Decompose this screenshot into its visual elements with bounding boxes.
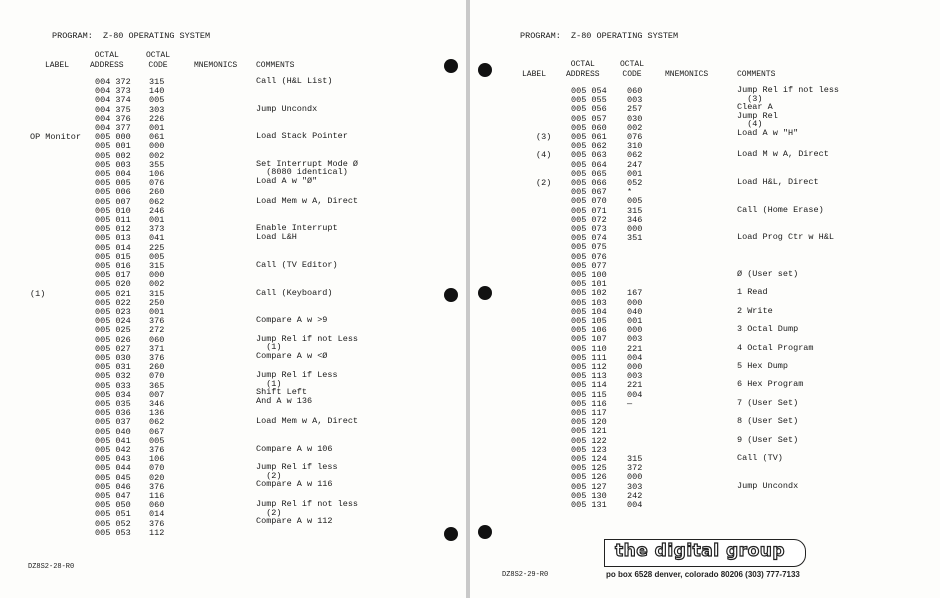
comment: 5 Hex Dump [737, 361, 789, 371]
row-octal-code: 000 [627, 472, 643, 483]
row-octal-code: 315 [627, 205, 643, 216]
row-octal-address: 005 103 [571, 297, 607, 308]
row-octal-address: 005 116 [571, 398, 607, 409]
row-octal-address: 005 076 [571, 251, 607, 262]
row-octal-code: 221 [627, 380, 643, 391]
row-octal-address: 005 031 [95, 362, 131, 373]
row-octal-code: 376 [149, 316, 165, 327]
comment: Call (Keyboard) [256, 287, 333, 298]
row-octal-address: 005 016 [95, 261, 131, 271]
row-octal-code: 062 [627, 150, 643, 161]
row-octal-address: 005 114 [571, 380, 607, 391]
row-octal-code: 242 [627, 490, 643, 501]
row-octal-code: 225 [149, 242, 165, 253]
row-octal-address: 005 025 [95, 325, 131, 336]
row-octal-address: 005 027 [95, 343, 131, 354]
row-octal-address: 005 121 [571, 426, 607, 437]
row-octal-address: 005 004 [95, 169, 131, 179]
comment: 6 Hex Program [737, 379, 804, 390]
row-octal-code: 303 [149, 104, 165, 115]
row-octal-code: * [627, 187, 633, 198]
row-octal-address: 005 015 [95, 251, 131, 262]
row-octal-code: 062 [149, 417, 165, 428]
comment: Jump Rel if not Less (1) Compare A w <Ø [256, 333, 359, 361]
row-octal-address: 005 055 [571, 95, 607, 106]
row-octal-code: 005 [149, 95, 165, 106]
row-octal-address: 005 127 [571, 481, 607, 492]
row-octal-code: — [627, 398, 633, 409]
row-octal-address: 005 102 [571, 288, 607, 299]
row-octal-address: 004 372 [95, 77, 131, 87]
comment: Ø (User set) [737, 269, 799, 279]
row-octal-address: 005 051 [95, 509, 131, 520]
row-octal-address: 005 131 [571, 500, 607, 510]
row-octal-address: 005 023 [95, 307, 131, 317]
row-octal-code: 372 [627, 463, 643, 474]
row-octal-address: 005 014 [95, 242, 131, 253]
row-octal-code: 167 [627, 288, 643, 299]
row-octal-code: 001 [149, 215, 165, 225]
row-label: (1) [30, 288, 46, 299]
comments-header: COMMENTS [737, 70, 776, 79]
row-octal-address: 005 106 [571, 325, 607, 336]
row-octal-address: 005 072 [571, 214, 607, 225]
row-octal-code: 001 [149, 307, 165, 317]
row-octal-address: 004 376 [95, 113, 131, 124]
row-octal-code: 310 [627, 141, 643, 152]
row-octal-code: 000 [627, 325, 643, 336]
row-octal-address: 005 040 [95, 426, 131, 437]
comment: Jump Rel if Less (1) Shift Left And A w 136 [256, 370, 338, 406]
row-octal-address: 005 123 [571, 444, 607, 455]
row-octal-code: 000 [627, 362, 643, 372]
row-octal-address: 005 104 [571, 306, 607, 317]
row-octal-code: 000 [149, 270, 165, 281]
comments-header: COMMENTS [256, 61, 295, 70]
row-label: (4) [536, 150, 552, 161]
row-octal-address: 005 022 [95, 297, 131, 308]
row-octal-address: 005 062 [571, 141, 607, 152]
binder-hole [444, 527, 458, 541]
row-octal-address: 005 052 [95, 518, 131, 529]
logo-text: the digital group [615, 541, 786, 561]
row-octal-code: 376 [149, 445, 165, 455]
row-octal-address: 005 070 [571, 196, 607, 207]
row-octal-address: 005 060 [571, 122, 607, 133]
row-octal-address: 005 020 [95, 279, 131, 290]
row-octal-address: 004 373 [95, 86, 131, 97]
row-octal-address: 005 013 [95, 233, 131, 244]
comment: Compare A w >9 [256, 315, 328, 326]
octal-code-header: OCTAL CODE [620, 60, 645, 79]
row-label: OP Monitor [30, 132, 82, 143]
row-octal-code: 005 [149, 251, 165, 262]
row-octal-code: 020 [149, 472, 165, 483]
row-octal-address: 005 125 [571, 463, 607, 474]
row-octal-code: 365 [149, 380, 165, 391]
row-label: (3) [536, 132, 552, 142]
row-octal-address: 005 010 [95, 205, 131, 216]
page-code: DZ8S2-28-R0 [28, 563, 75, 571]
row-octal-code: 116 [149, 491, 165, 501]
binder-hole [478, 286, 492, 300]
row-octal-address: 005 057 [571, 113, 607, 124]
row-octal-address: 005 050 [95, 500, 131, 511]
row-octal-code: 052 [627, 178, 643, 188]
row-octal-address: 005 024 [95, 316, 131, 327]
row-octal-address: 005 073 [571, 224, 607, 234]
comment: 8 (User Set) [737, 416, 799, 427]
row-octal-code: 140 [149, 86, 165, 97]
comment: 1 Read [737, 287, 768, 298]
row-octal-code: 004 [627, 500, 643, 510]
comment: 2 Write [737, 305, 773, 316]
row-octal-code: 250 [149, 297, 165, 308]
comment: 9 (User Set) [737, 434, 799, 445]
row-octal-code: 303 [627, 481, 643, 492]
row-octal-code: 060 [627, 86, 643, 96]
row-octal-address: 004 377 [95, 123, 131, 133]
row-octal-code: 060 [149, 500, 165, 511]
row-octal-address: 004 375 [95, 104, 131, 115]
row-octal-code: 247 [627, 159, 643, 170]
row-octal-address: 005 111 [571, 352, 607, 363]
row-octal-address: 005 122 [571, 435, 607, 446]
row-octal-address: 005 124 [571, 454, 607, 464]
row-octal-code: 004 [627, 389, 643, 400]
row-octal-address: 005 113 [571, 371, 607, 382]
row-octal-code: 076 [627, 132, 643, 142]
row-octal-code: 376 [149, 518, 165, 529]
row-octal-address: 005 005 [95, 178, 131, 189]
program-title: PROGRAM: Z-80 OPERATING SYSTEM [52, 31, 211, 41]
row-octal-code: 002 [627, 122, 643, 133]
row-octal-code: 067 [149, 426, 165, 437]
row-octal-code: 001 [627, 168, 643, 179]
row-octal-address: 005 067 [571, 187, 607, 198]
row-octal-address: 005 032 [95, 371, 131, 382]
row-octal-code: 004 [627, 352, 643, 363]
binder-hole [444, 288, 458, 302]
row-octal-code: 070 [149, 371, 165, 382]
row-octal-code: 355 [149, 159, 165, 170]
row-octal-address: 005 046 [95, 481, 131, 492]
row-octal-address: 005 036 [95, 408, 131, 419]
row-octal-address: 005 105 [571, 316, 607, 326]
label-header: LABEL [522, 70, 547, 79]
row-octal-address: 005 037 [95, 417, 131, 428]
comment: Jump Rel if not less (2) Compare A w 112 [256, 499, 359, 527]
row-octal-address: 005 130 [571, 490, 607, 501]
row-octal-address: 005 043 [95, 454, 131, 465]
row-octal-code: 346 [149, 399, 165, 409]
row-octal-address: 005 011 [95, 215, 131, 225]
row-octal-code: 112 [149, 527, 165, 538]
program-title: PROGRAM: Z-80 OPERATING SYSTEM [520, 31, 679, 41]
comment: Load H&L, Direct [737, 177, 819, 187]
comment: Call (TV Editor) [256, 260, 338, 270]
left-page [0, 0, 466, 598]
comment: Load M w A, Direct [737, 149, 829, 160]
comment: 7 (User Set) [737, 397, 799, 408]
row-octal-code: 371 [149, 343, 165, 354]
row-octal-address: 005 030 [95, 353, 131, 363]
octal-address-header: OCTAL ADDRESS [90, 51, 124, 70]
row-octal-address: 005 006 [95, 187, 131, 198]
row-octal-code: 376 [149, 481, 165, 492]
row-octal-address: 005 064 [571, 159, 607, 170]
row-octal-address: 005 017 [95, 270, 131, 281]
binder-hole [478, 525, 492, 539]
row-octal-address: 005 107 [571, 334, 607, 345]
row-octal-address: 005 117 [571, 408, 607, 418]
row-octal-code: 246 [149, 205, 165, 216]
row-octal-address: 005 002 [95, 150, 131, 161]
row-octal-code: 001 [149, 123, 165, 133]
row-label: (2) [536, 178, 552, 188]
row-octal-address: 005 061 [571, 132, 607, 142]
row-octal-address: 005 026 [95, 334, 131, 345]
comment: Load Mem w A, Direct [256, 416, 359, 427]
row-octal-code: 005 [627, 196, 643, 207]
row-octal-code: 315 [627, 454, 643, 464]
row-octal-code: 000 [627, 224, 643, 234]
comment: Load Prog Ctr w H&L [737, 232, 834, 243]
row-octal-address: 005 054 [571, 86, 607, 96]
row-octal-code: 373 [149, 224, 165, 235]
row-octal-code: 315 [149, 77, 165, 87]
row-octal-address: 005 012 [95, 224, 131, 235]
row-octal-address: 005 035 [95, 399, 131, 409]
row-octal-address: 005 042 [95, 445, 131, 455]
row-octal-code: 014 [149, 509, 165, 520]
binder-hole [478, 63, 492, 77]
row-octal-code: 257 [627, 104, 643, 115]
row-octal-code: 315 [149, 261, 165, 271]
row-octal-address: 005 071 [571, 205, 607, 216]
digital-group-logo [604, 539, 806, 567]
comment: Jump Uncondx [737, 480, 799, 491]
row-octal-address: 005 056 [571, 104, 607, 115]
comment: Jump Rel if less (2) Compare A w 116 [256, 462, 338, 490]
row-octal-code: 003 [627, 371, 643, 382]
row-octal-code: 351 [627, 233, 643, 244]
octal-address-header: OCTAL ADDRESS [566, 60, 600, 79]
row-octal-code: 260 [149, 187, 165, 198]
row-octal-address: 005 074 [571, 233, 607, 244]
row-octal-address: 005 120 [571, 417, 607, 428]
row-octal-code: 272 [149, 325, 165, 336]
row-octal-code: 003 [627, 95, 643, 106]
comment: Compare A w 106 [256, 444, 333, 454]
comment: Jump Uncondx [256, 103, 318, 114]
mnemonics-header: MNEMONICS [194, 61, 238, 70]
row-octal-code: 040 [627, 306, 643, 317]
comment: Call (TV) [737, 453, 783, 463]
binder-hole [444, 59, 458, 73]
comment: Call (Home Erase) [737, 204, 824, 215]
row-octal-address: 005 021 [95, 288, 131, 299]
row-octal-address: 005 044 [95, 463, 131, 474]
row-octal-address: 005 101 [571, 279, 607, 290]
row-octal-code: 007 [149, 389, 165, 400]
mnemonics-header: MNEMONICS [665, 70, 709, 79]
octal-code-header: OCTAL CODE [146, 51, 171, 70]
row-octal-code: 076 [149, 178, 165, 189]
right-page [470, 0, 940, 598]
row-octal-address: 005 112 [571, 362, 607, 372]
row-octal-address: 005 047 [95, 491, 131, 501]
row-octal-code: 226 [149, 113, 165, 124]
row-octal-address: 004 374 [95, 95, 131, 106]
row-octal-address: 005 075 [571, 242, 607, 253]
comment: Load Stack Pointer [256, 131, 348, 142]
row-octal-code: 060 [149, 334, 165, 345]
row-octal-code: 003 [627, 334, 643, 345]
row-octal-code: 002 [149, 279, 165, 290]
row-octal-code: 005 [149, 435, 165, 446]
row-octal-address: 005 115 [571, 389, 607, 400]
row-octal-address: 005 041 [95, 435, 131, 446]
comment: 4 Octal Program [737, 342, 814, 353]
row-octal-address: 005 065 [571, 168, 607, 179]
row-octal-address: 005 001 [95, 141, 131, 152]
row-octal-code: 070 [149, 463, 165, 474]
row-octal-code: 062 [149, 196, 165, 207]
row-octal-address: 005 126 [571, 472, 607, 483]
row-octal-code: 000 [627, 297, 643, 308]
row-octal-address: 005 045 [95, 472, 131, 483]
row-octal-address: 005 034 [95, 389, 131, 400]
row-octal-address: 005 007 [95, 196, 131, 207]
row-octal-address: 005 066 [571, 178, 607, 188]
page-code: DZ8S2-29-R0 [502, 571, 549, 579]
row-octal-code: 061 [149, 132, 165, 143]
row-octal-code: 106 [149, 454, 165, 465]
label-header: LABEL [45, 61, 70, 70]
comment: Enable Interrupt Load L&H [256, 223, 338, 242]
row-octal-address: 005 077 [571, 260, 607, 271]
row-octal-address: 005 100 [571, 270, 607, 280]
row-octal-address: 005 003 [95, 159, 131, 170]
company-address: po box 6528 denver, colorado 80206 (303) 777-7133 [606, 570, 800, 579]
row-octal-code: 001 [627, 316, 643, 326]
row-octal-address: 005 110 [571, 343, 607, 354]
row-octal-code: 346 [627, 214, 643, 225]
row-octal-address: 005 000 [95, 132, 131, 143]
row-octal-code: 260 [149, 362, 165, 373]
row-octal-code: 000 [149, 141, 165, 152]
comment: 3 Octal Dump [737, 324, 799, 335]
row-octal-code: 041 [149, 233, 165, 244]
comment: Set Interrupt Mode Ø (8080 identical) Load A w "Ø" [256, 158, 359, 186]
row-octal-code: 030 [627, 113, 643, 124]
row-octal-code: 002 [149, 150, 165, 161]
row-octal-code: 315 [149, 288, 165, 299]
row-octal-address: 005 053 [95, 527, 131, 538]
row-octal-address: 005 033 [95, 380, 131, 391]
row-octal-code: 106 [149, 169, 165, 179]
comment: Load Mem w A, Direct [256, 195, 359, 206]
comment: Jump Rel if not less (3) Clear A Jump Rel (4) Load A w "H" [737, 85, 840, 138]
row-octal-code: 376 [149, 353, 165, 363]
row-octal-code: 136 [149, 408, 165, 419]
comment: Call (H&L List) [256, 76, 333, 86]
row-octal-address: 005 063 [571, 150, 607, 161]
row-octal-code: 221 [627, 343, 643, 354]
